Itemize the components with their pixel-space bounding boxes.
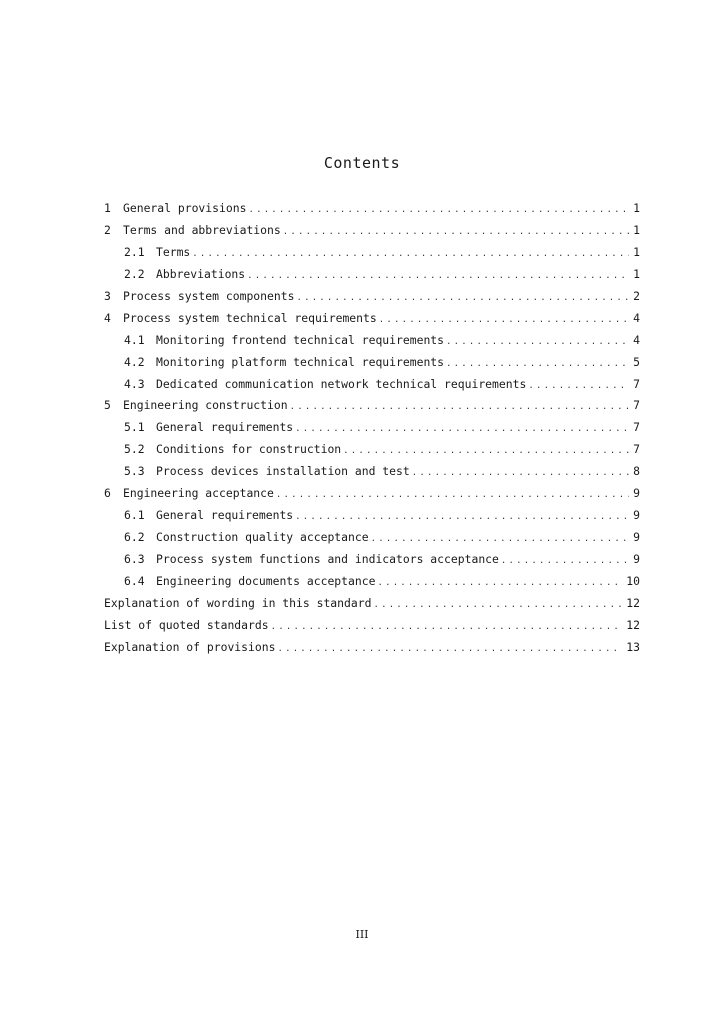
- toc-entry-number: 3: [104, 288, 111, 303]
- toc-entry-title: Explanation of wording in this standard: [104, 595, 372, 610]
- toc-entry-number: 5.1: [124, 420, 145, 435]
- toc-entry-number: 4.2: [124, 354, 145, 369]
- toc-entry[interactable]: [104, 549, 640, 571]
- toc-entry-title: Process devices installation and test: [156, 464, 410, 479]
- toc-entry-number: 2: [104, 222, 111, 237]
- toc-entry[interactable]: [104, 395, 640, 417]
- toc-entry-number: 6.4: [124, 573, 145, 588]
- toc-entry-title: Conditions for construction: [156, 442, 342, 457]
- toc-dot-leader: [379, 310, 629, 332]
- toc-dot-leader: [248, 200, 629, 222]
- toc-entry-number: 6: [104, 486, 111, 501]
- toc-entry-page: 9: [633, 552, 640, 566]
- toc-entry-title: Construction quality acceptance: [156, 530, 369, 545]
- toc-entry-page: 7: [633, 398, 640, 413]
- toc-entry-title: Explanation of provisions: [104, 639, 276, 654]
- toc-entry-title: Monitoring platform technical requirements: [156, 354, 445, 369]
- table-of-contents: [104, 198, 640, 659]
- toc-entry-page: 5: [633, 354, 640, 369]
- toc-entry-title: Dedicated communication network technical requirements: [156, 376, 527, 391]
- toc-entry[interactable]: [104, 198, 640, 220]
- toc-entry-number: 2.2: [124, 266, 145, 281]
- toc-entry[interactable]: [104, 615, 640, 637]
- toc-entry[interactable]: [104, 439, 640, 461]
- toc-entry-number: 5.3: [124, 464, 145, 479]
- toc-entry[interactable]: [104, 352, 640, 374]
- toc-title: Contents: [323, 154, 401, 172]
- toc-entry-page: 7: [633, 442, 640, 457]
- toc-entry-title: General provisions: [123, 201, 247, 215]
- toc-dot-leader: [277, 639, 622, 661]
- toc-entry[interactable]: [104, 571, 640, 593]
- toc-entry-page: 9: [633, 486, 640, 501]
- toc-entry[interactable]: [104, 593, 640, 615]
- toc-entry-number: 4: [104, 310, 111, 325]
- toc-entry-page: 10: [626, 573, 640, 588]
- toc-entry-number: 2.1: [124, 244, 145, 259]
- toc-entry-title: Terms and abbreviations: [123, 222, 281, 237]
- toc-dot-leader: [271, 617, 623, 639]
- toc-entry-page: 9: [633, 508, 640, 523]
- toc-dot-leader: [412, 463, 629, 485]
- toc-entry-number: 6.2: [124, 530, 145, 545]
- toc-entry[interactable]: [104, 637, 640, 659]
- toc-dot-leader: [501, 551, 629, 573]
- toc-dot-leader: [295, 419, 629, 441]
- toc-entry-page: 1: [633, 222, 640, 237]
- toc-entry[interactable]: [104, 527, 640, 549]
- toc-entry-number: 4.3: [124, 376, 145, 391]
- toc-dot-leader: [373, 595, 622, 617]
- toc-entry-page: 13: [626, 639, 640, 654]
- toc-entry[interactable]: [104, 417, 640, 439]
- toc-dot-leader: [247, 266, 629, 288]
- toc-entry[interactable]: [104, 374, 640, 396]
- toc-dot-leader: [446, 354, 629, 376]
- toc-dot-leader: [371, 529, 630, 551]
- toc-entry-page: 1: [633, 201, 640, 215]
- toc-entry-page: 7: [633, 376, 640, 391]
- toc-entry-page: 12: [626, 617, 640, 632]
- toc-entry[interactable]: [104, 461, 640, 483]
- toc-entry-number: 6.3: [124, 552, 145, 566]
- toc-entry-number: 5.2: [124, 442, 145, 457]
- toc-entry-title: Process system functions and indicators acceptance: [156, 552, 499, 566]
- toc-entry-number: 5: [104, 398, 111, 413]
- toc-entry[interactable]: [104, 220, 640, 242]
- toc-entry-page: 1: [633, 244, 640, 259]
- toc-entry[interactable]: [104, 505, 640, 527]
- toc-entry-page: 7: [633, 420, 640, 435]
- toc-dot-leader: [377, 573, 622, 595]
- toc-dot-leader: [295, 507, 629, 529]
- toc-entry-page: 4: [633, 310, 640, 325]
- toc-dot-leader: [192, 244, 629, 266]
- toc-entry-title: Engineering acceptance: [123, 486, 274, 501]
- toc-entry-number: 4.1: [124, 332, 145, 347]
- toc-entry-page: 4: [633, 332, 640, 347]
- toc-entry[interactable]: [104, 286, 640, 308]
- toc-entry-title: General requirements: [156, 508, 294, 523]
- toc-entry-title: Process system technical requirements: [123, 310, 377, 325]
- toc-entry[interactable]: [104, 330, 640, 352]
- toc-entry[interactable]: [104, 308, 640, 330]
- toc-entry[interactable]: [104, 242, 640, 264]
- toc-entry[interactable]: [104, 264, 640, 286]
- toc-entry-title: Process system components: [123, 288, 295, 303]
- toc-dot-leader: [528, 376, 629, 398]
- toc-dot-leader: [290, 397, 630, 419]
- toc-entry-title: Monitoring frontend technical requirements: [156, 332, 445, 347]
- toc-entry-page: 9: [633, 530, 640, 545]
- toc-dot-leader: [283, 222, 629, 244]
- toc-dot-leader: [446, 332, 629, 354]
- toc-entry-title: Engineering construction: [123, 398, 288, 413]
- toc-entry-title: List of quoted standards: [104, 617, 269, 632]
- toc-entry[interactable]: [104, 483, 640, 505]
- toc-entry-page: 2: [633, 288, 640, 303]
- page-number: III: [355, 928, 369, 941]
- toc-entry-number: 6.1: [124, 508, 145, 523]
- toc-entry-title: General requirements: [156, 420, 294, 435]
- toc-entry-page: 12: [626, 595, 640, 610]
- toc-entry-title: Terms: [156, 244, 191, 259]
- toc-dot-leader: [343, 441, 629, 463]
- toc-entry-title: Engineering documents acceptance: [156, 573, 376, 588]
- toc-entry-title: Abbreviations: [156, 266, 246, 281]
- toc-entry-number: 1: [104, 201, 111, 215]
- toc-entry-page: 1: [633, 266, 640, 281]
- toc-dot-leader: [276, 485, 629, 507]
- toc-entry-page: 8: [633, 464, 640, 479]
- toc-dot-leader: [296, 288, 629, 310]
